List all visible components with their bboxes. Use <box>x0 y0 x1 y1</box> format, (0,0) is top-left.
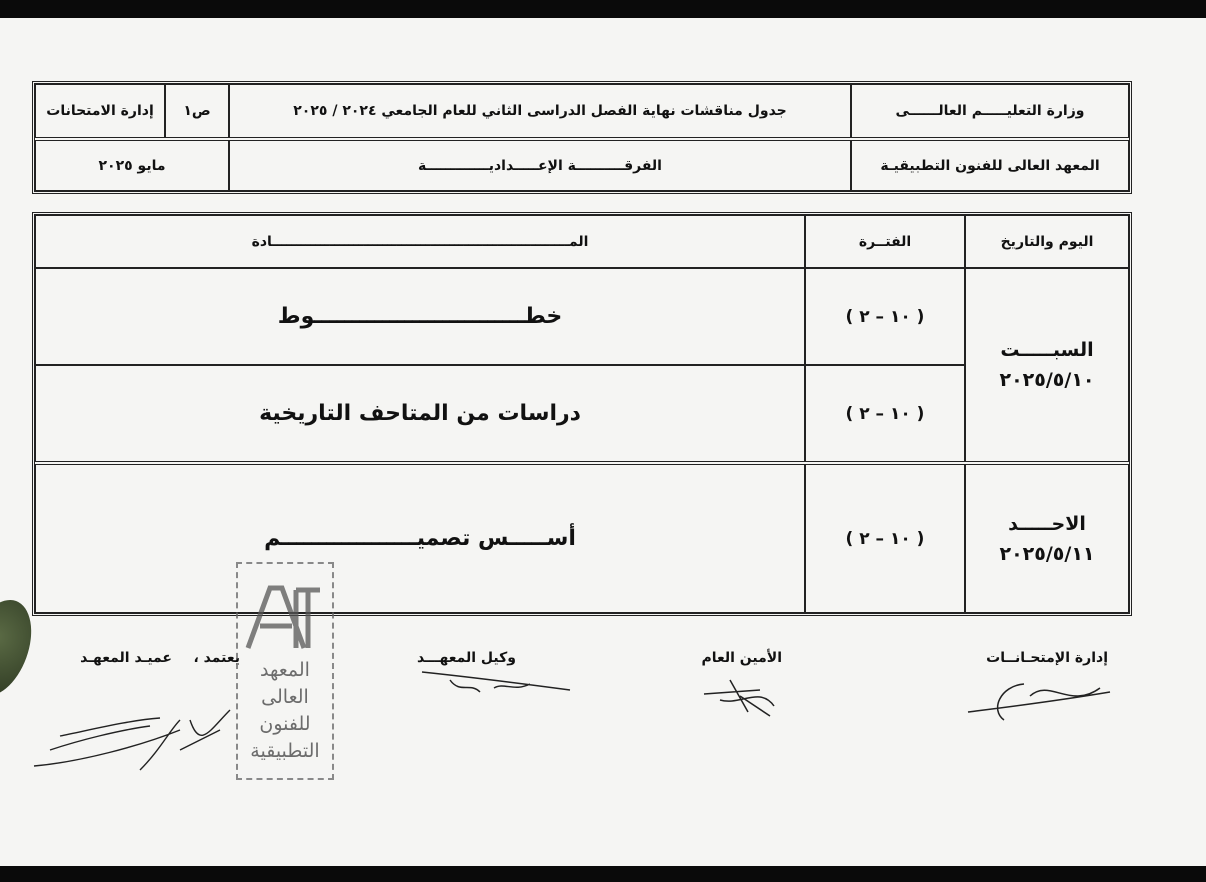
exam-schedule-table <box>32 212 1132 616</box>
stamp-text <box>242 657 328 775</box>
schedule-title-cell: جدول مناقشات نهاية الفصل الدراسى الثاني للعام الجامعي ٢٠٢٤ / ٢٠٢٥ <box>229 84 851 138</box>
secretary-general-label: الأمين العام <box>701 650 782 666</box>
top-black-bar <box>0 0 1206 18</box>
vice-dean-label: وكيل المعهـــد <box>417 650 516 666</box>
dean-signature <box>30 690 250 780</box>
institute-stamp <box>236 562 334 780</box>
stamp-line: التطبيقية <box>250 740 320 762</box>
stamp-line: للفنون <box>259 713 311 735</box>
day-cell-saturday <box>965 268 1129 462</box>
stamp-line: المعهد <box>260 659 310 681</box>
day-name: الاحـــــد <box>1008 512 1086 535</box>
secretary-signature <box>700 676 790 720</box>
subject-cell: دراسات من المتاحف التاريخية <box>35 365 805 462</box>
dean-label: عميـد المعهـد <box>80 650 172 666</box>
day-name: السبـــــت <box>1000 339 1094 361</box>
col-header-subject: المــــــــــــــــــــــــــــــــــــــــــــــــــــــــــــــادة <box>35 215 805 268</box>
period-cell: ( ١٠ – ٢ ) <box>805 268 965 365</box>
approve-label: يعتمد ، <box>193 650 240 666</box>
header-table <box>32 81 1132 194</box>
day-date: ٢٠٢٥/٥/١١ <box>999 542 1095 565</box>
page-number-cell: ص١ <box>165 84 229 138</box>
period-cell: ( ١٠ – ٢ ) <box>805 464 965 613</box>
institute-cell: المعهد العالى للفنون التطبيقيـة <box>851 140 1129 191</box>
day-date: ٢٠٢٥/٥/١٠ <box>999 369 1095 391</box>
period-cell: ( ١٠ – ٢ ) <box>805 365 965 462</box>
col-header-day: اليوم والتاريخ <box>965 215 1129 268</box>
subject-cell: أســـــس تصميــــــــــــــــــم <box>35 464 805 613</box>
stamp-logo-icon <box>242 582 326 652</box>
ministry-cell: وزارة التعليـــــم العالــــــى <box>851 84 1129 138</box>
day-cell-sunday <box>965 464 1129 613</box>
col-header-period: الفتــرة <box>805 215 965 268</box>
date-cell: مايو ٢٠٢٥ <box>35 140 229 191</box>
bottom-black-bar <box>0 866 1206 882</box>
vice-dean-signature <box>420 668 580 702</box>
department-cell: إدارة الامتحانات <box>35 84 165 138</box>
exams-signature <box>960 670 1120 730</box>
stamp-line: العالى <box>261 686 309 708</box>
subject-cell: خطــــــــــــــــــــــــــــوط <box>35 268 805 365</box>
grade-cell: الفرقــــــــــة الإعـــــداديـــــــــــــة <box>229 140 851 191</box>
exams-admin-label: إدارة الإمتحـانــات <box>986 650 1108 666</box>
